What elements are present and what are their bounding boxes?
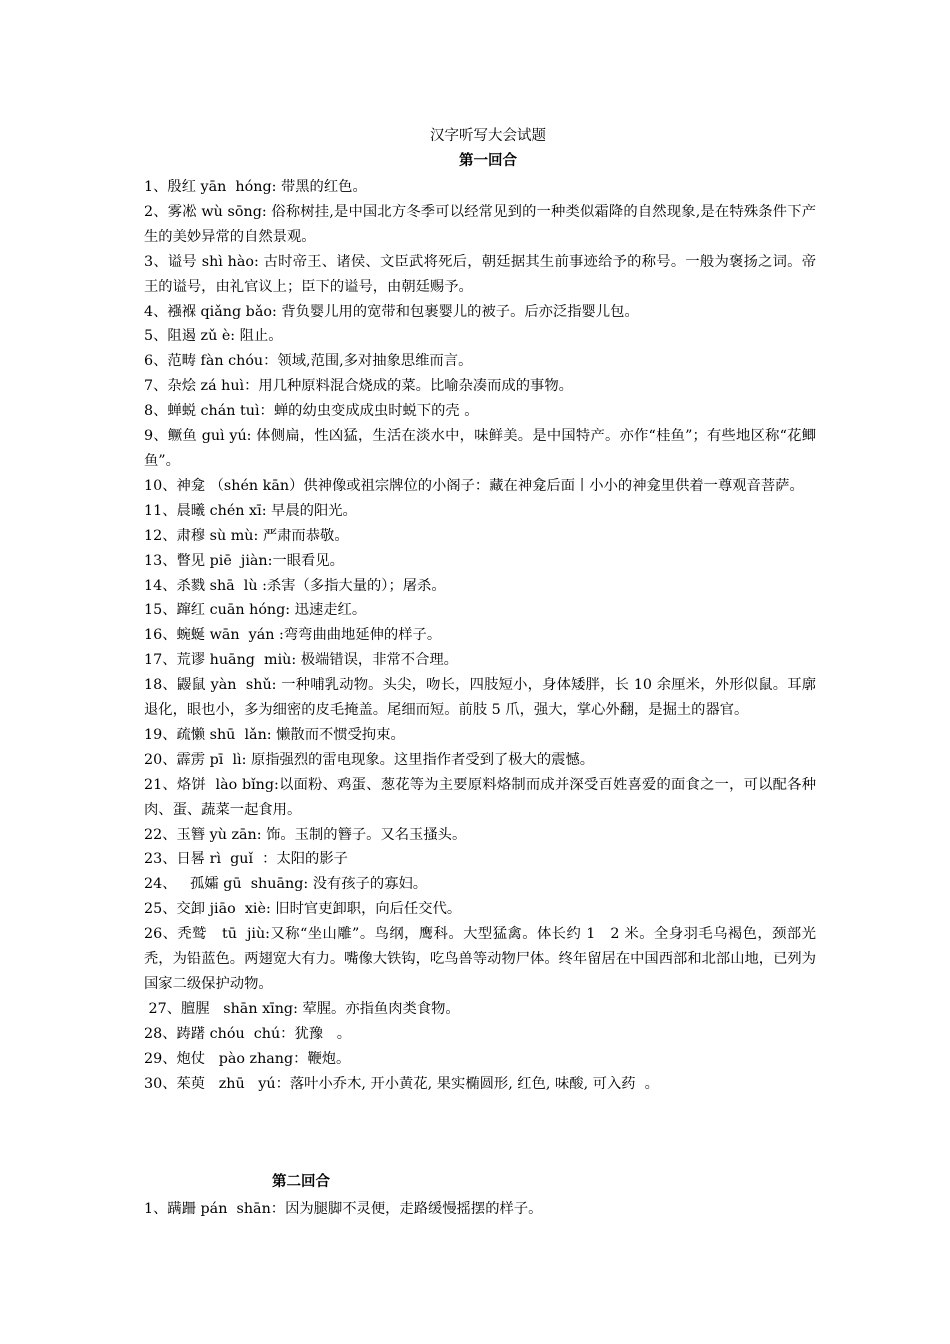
entry-1-23: 23、日晷 rì guǐ ：太阳的影子 xyxy=(144,851,348,868)
entry-1-10: 10、神龛 （shén kān）供神像或祖宗牌位的小阁子：藏在神龛后面丨小小的神龛里供着一尊观音菩萨。 xyxy=(144,477,804,494)
entry-1-17: 17、荒谬 huāng miù: 极端错误，非常不合理。 xyxy=(144,652,458,669)
entry-1-6: 6、范畴 fàn chóu：领域,范围,多对抽象思维而言。 xyxy=(144,353,473,370)
entry-1-30: 30、茱萸 zhū yú：落叶小乔木, 开小黄花, 果实椭圆形, 红色, 味酸, 可入药 。 xyxy=(144,1075,659,1092)
entry-1-4: 4、襁褓 qiǎng bǎo: 背负婴儿用的宽带和包裹婴儿的被子。后亦泛指婴儿包。 xyxy=(144,303,639,320)
entry-1-16: 16、蜿蜒 wān yán :弯弯曲曲地延伸的样子。 xyxy=(144,627,442,644)
entry-1-20: 20、霹雳 pī lì: 原指强烈的雷电现象。这里指作者受到了极大的震憾。 xyxy=(144,751,595,768)
entry-1-21: 21、烙饼 lào bǐng:以面粉、鸡蛋、葱花等为主要原料烙制而成并深受百姓喜爱的面食之一，可以配各种肉、蛋、蔬菜一起食用。 xyxy=(144,776,816,818)
entry-2-1: 1、蹒跚 pán shān：因为腿脚不灵便，走路缓慢摇摆的样子。 xyxy=(144,1201,543,1217)
entry-1-3: 3、谥号 shì hào: 古时帝王、诸侯、文臣武将死后，朝廷据其生前事迹给予的称号。一般为褒扬之词。帝王的谥号，由礼官议上；臣下的谥号，由朝廷赐予。 xyxy=(144,253,816,295)
entry-1-11: 11、晨曦 chén xī: 早晨的阳光。 xyxy=(144,502,357,519)
entry-1-13: 13、瞥见 piē jiàn:一眼看见。 xyxy=(144,552,344,569)
entry-1-18: 18、鼹鼠 yàn shǔ: 一种哺乳动物。头尖，吻长，四肢短小，身体矮胖，长 10 余厘米，外形似鼠。耳廓退化，眼也小，多为细密的皮毛掩盖。尾细而短。前肢 5 爪，强大，掌心外翻，是掘土的器官。 xyxy=(144,677,816,719)
entry-1-5: 5、阻遏 zǔ è: 阻止。 xyxy=(144,328,283,345)
entry-1-7: 7、杂烩 zá huì：用几种原料混合烧成的菜。比喻杂凑而成的事物。 xyxy=(144,378,573,395)
entry-1-28: 28、踌躇 chóu chú：犹豫 。 xyxy=(144,1025,351,1042)
entry-1-24: 24、 孤孀 gū shuāng: 没有孩子的寡妇。 xyxy=(144,876,428,893)
entry-1-25: 25、交卸 jiāo xiè: 旧时官吏卸职，向后任交代。 xyxy=(144,901,462,918)
entry-1-19: 19、疏懒 shū lǎn: 懒散而不惯受拘束。 xyxy=(144,726,405,743)
round-1-title: 第一回合 xyxy=(459,152,517,169)
entry-1-29: 29、炮仗 pào zhang：鞭炮。 xyxy=(144,1050,351,1067)
round-1-entry-list xyxy=(144,175,816,1097)
round-2-title: 第二回合 xyxy=(272,1173,330,1190)
entry-1-27: 27、膻腥 shān xīng: 荤腥。亦指鱼肉类食物。 xyxy=(144,1000,460,1017)
entry-1-22: 22、玉簪 yù zān: 饰。玉制的簪子。又名玉搔头。 xyxy=(144,826,467,843)
entry-1-15: 15、蹿红 cuān hóng: 迅速走红。 xyxy=(144,602,367,619)
entry-1-8: 8、蝉蜕 chán tuì：蝉的幼虫变成成虫时蜕下的壳 。 xyxy=(144,403,479,420)
entry-1-14: 14、杀戮 shā lù :杀害（多指大量的）；屠杀。 xyxy=(144,577,446,594)
round-2-entry-list xyxy=(144,1197,816,1222)
entry-1-2: 2、雾凇 wù sōng: 俗称树挂,是中国北方冬季可以经常见到的一种类似霜降的自然现象,是在特殊条件下产生的美妙异常的自然景观。 xyxy=(144,203,816,245)
entry-1-1: 1、殷红 yān hóng: 带黑的红色。 xyxy=(144,179,367,195)
document-title: 汉字听写大会试题 xyxy=(430,128,546,144)
entry-1-12: 12、肃穆 sù mù: 严肃而恭敬。 xyxy=(144,527,349,544)
entry-1-26: 26、秃鹫 tū jiù:又称“坐山雕”。鸟纲，鹰科。大型猛禽。体长约 1 2 米。全身羽毛乌褐色，颈部光秃，为铅蓝色。两翅宽大有力。嘴像大铁钩，吃鸟兽等动物尸体。终年留居在中国西部和北部山地，已列为国家二级保护动物。 xyxy=(144,926,816,992)
entry-1-9: 9、鳜鱼 guì yú: 体侧扁，性凶猛，生活在淡水中，味鲜美。是中国特产。亦作“桂鱼”；有些地区称“花鲫鱼”。 xyxy=(144,428,816,469)
